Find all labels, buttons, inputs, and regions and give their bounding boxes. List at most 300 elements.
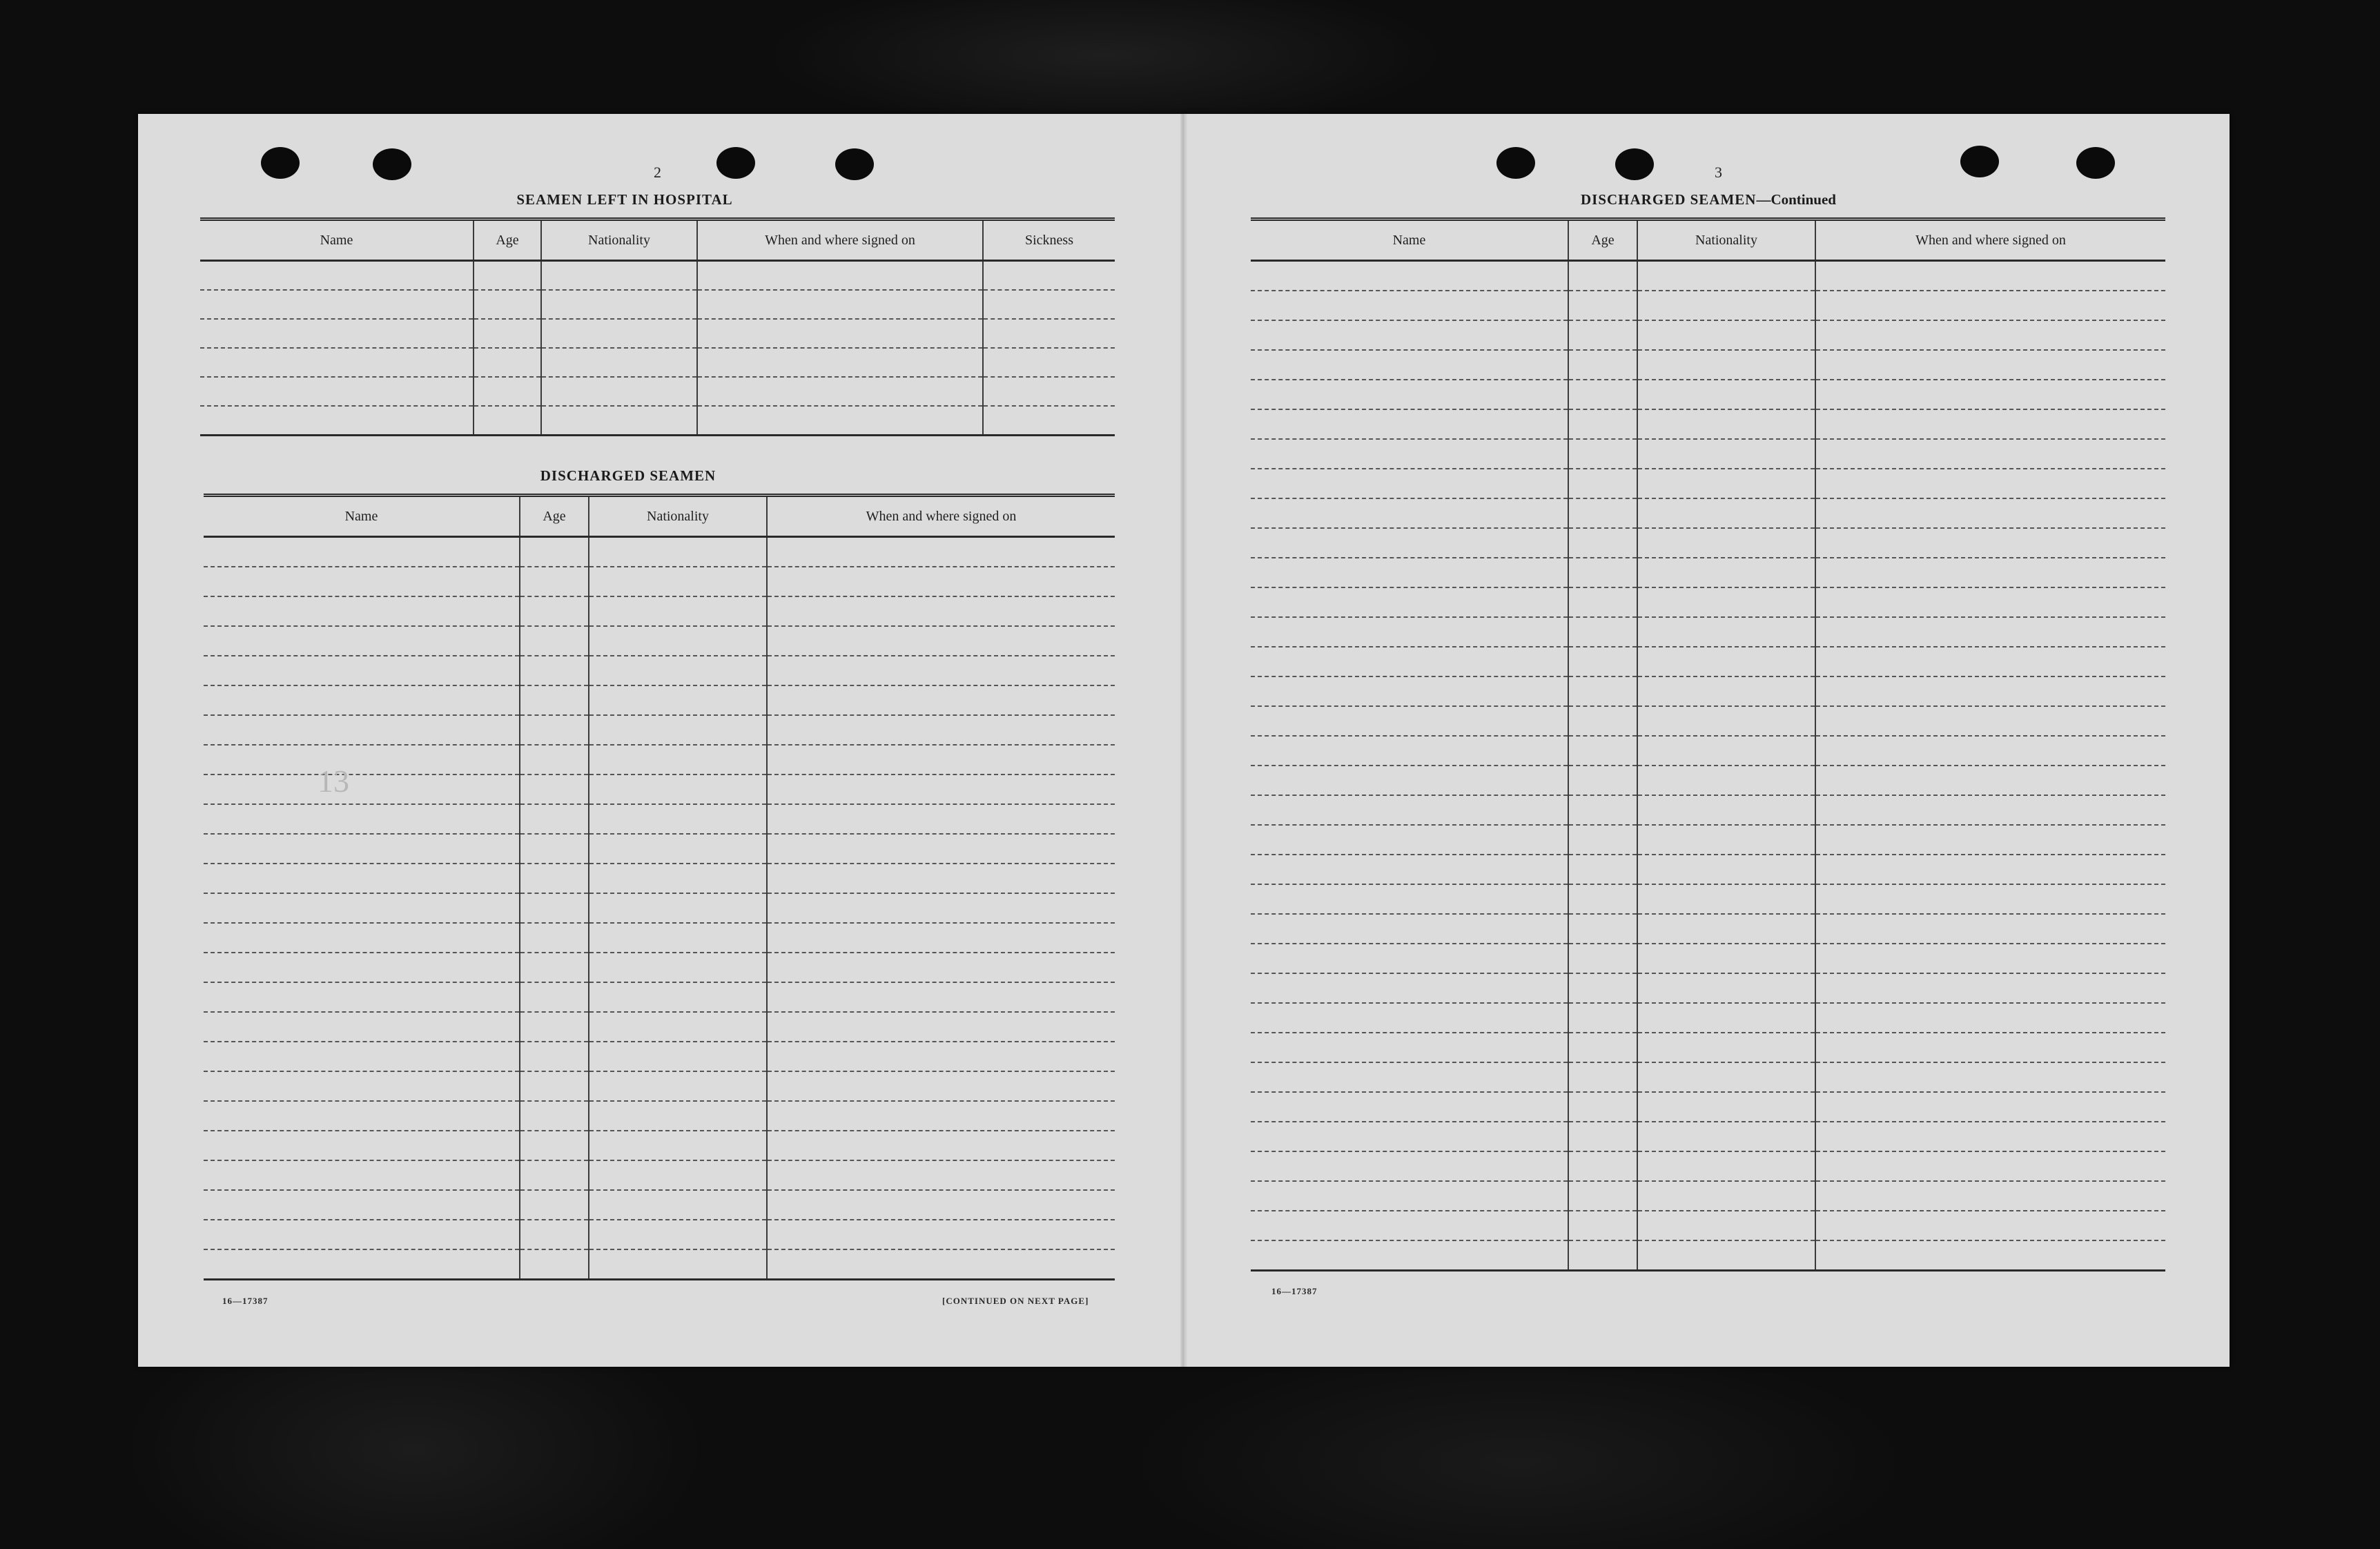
table-cell — [1251, 1033, 1568, 1062]
table-cell — [589, 1042, 767, 1071]
table-cell — [1637, 528, 1815, 558]
table-cell — [474, 406, 541, 436]
table-cell — [204, 893, 520, 923]
table-cell — [1815, 617, 2165, 647]
table-cell — [1568, 558, 1637, 587]
table-cell — [767, 1160, 1115, 1190]
table-cell — [1251, 469, 1568, 498]
table-cell — [1568, 855, 1637, 884]
table-cell — [1251, 1240, 1568, 1271]
continued-note: [CONTINUED ON NEXT PAGE] — [942, 1296, 1089, 1306]
table-row — [204, 834, 1115, 864]
table-cell — [767, 656, 1115, 685]
table-cell — [767, 626, 1115, 656]
table-cell — [1815, 558, 2165, 587]
faint-handwritten-mark: 13 — [318, 763, 349, 799]
table-cell — [589, 1249, 767, 1280]
table-cell — [589, 596, 767, 626]
discharged-continued-suffix: —Continued — [1756, 191, 1836, 208]
table-cell — [520, 834, 589, 864]
table-row — [1251, 558, 2165, 587]
table-cell — [1815, 706, 2165, 736]
table-cell — [1637, 825, 1815, 855]
table-cell — [1251, 914, 1568, 944]
punch-hole — [373, 148, 411, 180]
table-cell — [204, 1071, 520, 1101]
table-cell — [767, 982, 1115, 1012]
table-cell — [1637, 766, 1815, 795]
table-row — [1251, 320, 2165, 350]
table-cell — [204, 567, 520, 596]
punch-hole — [716, 147, 755, 179]
table-cell — [1815, 914, 2165, 944]
table-cell — [1251, 1181, 1568, 1211]
table-cell — [474, 348, 541, 377]
column-header-nationality: Nationality — [541, 220, 697, 261]
table-cell — [767, 864, 1115, 893]
table-cell — [1815, 1151, 2165, 1181]
table-cell — [589, 567, 767, 596]
table-cell — [1637, 409, 1815, 439]
table-row — [204, 1190, 1115, 1220]
table-cell — [204, 1042, 520, 1071]
table-cell — [520, 656, 589, 685]
discharged-section-title: DISCHARGED SEAMEN — [540, 467, 716, 484]
table-cell — [1637, 1122, 1815, 1151]
table-cell — [1251, 1122, 1568, 1151]
table-cell — [767, 715, 1115, 745]
table-cell — [474, 377, 541, 406]
table-row — [204, 1071, 1115, 1101]
table-row — [204, 567, 1115, 596]
column-header-nationality: Nationality — [589, 496, 767, 537]
table-cell — [1568, 944, 1637, 973]
table-cell — [1251, 736, 1568, 766]
table-cell — [204, 982, 520, 1012]
table-cell — [697, 377, 983, 406]
table-cell — [1815, 1211, 2165, 1240]
table-cell — [1637, 914, 1815, 944]
table-cell — [1568, 498, 1637, 528]
table-cell — [1815, 1181, 2165, 1211]
table-cell — [520, 596, 589, 626]
table-cell — [1637, 439, 1815, 469]
table-cell — [589, 834, 767, 864]
table-cell — [1637, 736, 1815, 766]
table-cell — [1815, 884, 2165, 914]
table-cell — [474, 319, 541, 348]
table-cell — [697, 290, 983, 319]
table-row — [204, 1249, 1115, 1280]
table-cell — [520, 1160, 589, 1190]
table-cell — [1251, 647, 1568, 676]
table-cell — [983, 319, 1115, 348]
table-cell — [1815, 587, 2165, 617]
table-cell — [1815, 855, 2165, 884]
table-cell — [767, 893, 1115, 923]
table-cell — [1568, 350, 1637, 380]
table-cell — [1815, 469, 2165, 498]
table-cell — [767, 804, 1115, 834]
table-cell — [589, 1071, 767, 1101]
table-cell — [1815, 973, 2165, 1003]
page-spine — [1180, 114, 1187, 1367]
table-cell — [983, 406, 1115, 436]
table-cell — [767, 596, 1115, 626]
table-row — [1251, 1181, 2165, 1211]
table-cell — [767, 567, 1115, 596]
table-row — [1251, 795, 2165, 825]
discharged-continued-table — [1251, 217, 2165, 1272]
table-cell — [520, 1071, 589, 1101]
table-cell — [1815, 825, 2165, 855]
table-cell — [520, 804, 589, 834]
table-cell — [204, 1220, 520, 1249]
column-header-sickness: Sickness — [983, 220, 1115, 261]
table-cell — [1637, 587, 1815, 617]
table-cell — [589, 1220, 767, 1249]
table-cell — [1637, 291, 1815, 320]
table-cell — [983, 290, 1115, 319]
table-cell — [520, 923, 589, 953]
table-cell — [1568, 380, 1637, 409]
table-row — [204, 804, 1115, 834]
table-cell — [767, 1042, 1115, 1071]
table-cell — [1568, 587, 1637, 617]
table-cell — [520, 893, 589, 923]
table-row — [204, 1042, 1115, 1071]
table-cell — [1251, 587, 1568, 617]
table-cell — [767, 685, 1115, 715]
table-cell — [1568, 320, 1637, 350]
column-header-name: Name — [200, 220, 474, 261]
table-cell — [1568, 528, 1637, 558]
table-cell — [541, 377, 697, 406]
table-cell — [1637, 380, 1815, 409]
table-cell — [1815, 1240, 2165, 1271]
table-cell — [1637, 261, 1815, 291]
table-cell — [1815, 439, 2165, 469]
table-cell — [1637, 1062, 1815, 1092]
table-cell — [589, 715, 767, 745]
table-cell — [589, 685, 767, 715]
table-cell — [767, 1249, 1115, 1280]
table-cell — [1637, 647, 1815, 676]
hospital-section-title: SEAMEN LEFT IN HOSPITAL — [516, 191, 733, 208]
table-cell — [983, 377, 1115, 406]
table-cell — [520, 715, 589, 745]
table-cell — [1251, 884, 1568, 914]
table-cell — [1815, 350, 2165, 380]
table-row — [204, 1131, 1115, 1160]
table-cell — [1637, 1181, 1815, 1211]
table-cell — [1251, 706, 1568, 736]
table-cell — [1568, 825, 1637, 855]
table-cell — [767, 834, 1115, 864]
table-row — [1251, 676, 2165, 706]
table-cell — [767, 774, 1115, 804]
table-row — [1251, 469, 2165, 498]
column-header-nationality: Nationality — [1637, 220, 1815, 261]
table-cell — [1637, 973, 1815, 1003]
table-cell — [204, 774, 520, 804]
table-cell — [1815, 944, 2165, 973]
table-cell — [1251, 1151, 1568, 1181]
table-cell — [520, 953, 589, 982]
table-cell — [200, 319, 474, 348]
table-row — [204, 1012, 1115, 1042]
table-cell — [520, 1249, 589, 1280]
table-cell — [474, 261, 541, 291]
table-row — [1251, 528, 2165, 558]
table-row — [200, 290, 1115, 319]
table-cell — [1251, 439, 1568, 469]
table-cell — [1568, 1092, 1637, 1122]
table-cell — [541, 406, 697, 436]
table-row — [1251, 1151, 2165, 1181]
hospital-header-row — [200, 220, 1115, 261]
table-cell — [589, 893, 767, 923]
table-cell — [1815, 1003, 2165, 1033]
discharged-table — [204, 494, 1115, 1280]
table-cell — [200, 261, 474, 291]
table-cell — [1815, 1092, 2165, 1122]
table-cell — [1637, 1240, 1815, 1271]
table-cell — [589, 626, 767, 656]
table-cell — [589, 1101, 767, 1131]
column-header-age: Age — [474, 220, 541, 261]
table-cell — [697, 406, 983, 436]
table-cell — [204, 537, 520, 567]
table-cell — [520, 1101, 589, 1131]
table-cell — [520, 567, 589, 596]
table-row — [200, 319, 1115, 348]
table-cell — [1568, 1003, 1637, 1033]
table-row — [200, 377, 1115, 406]
table-row — [1251, 944, 2165, 973]
table-cell — [697, 261, 983, 291]
table-cell — [200, 348, 474, 377]
table-cell — [589, 864, 767, 893]
table-cell — [1568, 617, 1637, 647]
punch-hole — [261, 147, 300, 179]
table-cell — [1251, 291, 1568, 320]
table-cell — [200, 290, 474, 319]
table-cell — [204, 923, 520, 953]
discharged-continued-title — [1249, 191, 2167, 208]
table-cell — [1251, 320, 1568, 350]
table-cell — [1637, 884, 1815, 914]
table-cell — [1568, 706, 1637, 736]
table-cell — [1251, 498, 1568, 528]
table-cell — [1815, 498, 2165, 528]
table-cell — [1815, 409, 2165, 439]
table-cell — [520, 745, 589, 774]
table-cell — [1637, 498, 1815, 528]
table-cell — [1637, 558, 1815, 587]
table-cell — [541, 319, 697, 348]
table-cell — [767, 953, 1115, 982]
table-row — [1251, 291, 2165, 320]
table-cell — [204, 596, 520, 626]
table-row — [204, 1160, 1115, 1190]
table-cell — [1815, 1033, 2165, 1062]
table-cell — [1637, 1033, 1815, 1062]
table-cell — [767, 745, 1115, 774]
table-cell — [1637, 350, 1815, 380]
table-cell — [541, 261, 697, 291]
table-row — [200, 406, 1115, 436]
table-cell — [1815, 795, 2165, 825]
table-cell — [1637, 944, 1815, 973]
table-cell — [1637, 1151, 1815, 1181]
table-cell — [1815, 766, 2165, 795]
table-cell — [204, 1160, 520, 1190]
table-cell — [1251, 825, 1568, 855]
table-cell — [589, 953, 767, 982]
table-cell — [1568, 1122, 1637, 1151]
table-row — [204, 715, 1115, 745]
table-cell — [1251, 380, 1568, 409]
table-cell — [1568, 766, 1637, 795]
table-cell — [1568, 291, 1637, 320]
table-cell — [204, 804, 520, 834]
table-row — [1251, 498, 2165, 528]
table-row — [204, 1220, 1115, 1249]
column-header-age: Age — [520, 496, 589, 537]
table-row — [1251, 825, 2165, 855]
table-row — [1251, 973, 2165, 1003]
left-form-code: 16—17387 — [222, 1296, 269, 1306]
table-cell — [1815, 736, 2165, 766]
table-cell — [520, 626, 589, 656]
table-cell — [1568, 1240, 1637, 1271]
punch-hole — [1496, 147, 1535, 179]
table-cell — [1251, 855, 1568, 884]
table-cell — [204, 685, 520, 715]
table-row — [1251, 706, 2165, 736]
table-cell — [1637, 676, 1815, 706]
table-cell — [1568, 795, 1637, 825]
table-cell — [204, 953, 520, 982]
table-row — [204, 982, 1115, 1012]
table-cell — [204, 1190, 520, 1220]
hospital-rows — [200, 261, 1115, 436]
table-row — [200, 348, 1115, 377]
table-cell — [1251, 528, 1568, 558]
table-cell — [983, 261, 1115, 291]
punch-hole — [2076, 147, 2115, 179]
table-cell — [520, 774, 589, 804]
table-cell — [204, 1012, 520, 1042]
table-cell — [1251, 766, 1568, 795]
column-header-when-and-where-signed-on: When and where signed on — [767, 496, 1115, 537]
table-row — [1251, 1033, 2165, 1062]
table-row — [1251, 439, 2165, 469]
table-cell — [204, 626, 520, 656]
table-row — [204, 953, 1115, 982]
table-cell — [1637, 617, 1815, 647]
left-page-number: 2 — [654, 164, 661, 181]
table-cell — [1637, 1211, 1815, 1240]
right-page-number: 3 — [1715, 164, 1722, 181]
continued-header-row — [1251, 220, 2165, 261]
table-cell — [1568, 261, 1637, 291]
table-cell — [1568, 439, 1637, 469]
table-cell — [474, 290, 541, 319]
table-cell — [1568, 973, 1637, 1003]
table-cell — [204, 864, 520, 893]
punch-hole — [1960, 146, 1999, 177]
table-row — [1251, 380, 2165, 409]
table-cell — [520, 1220, 589, 1249]
table-cell — [1251, 409, 1568, 439]
table-cell — [520, 864, 589, 893]
table-row — [1251, 1092, 2165, 1122]
table-row — [1251, 617, 2165, 647]
punch-hole — [835, 148, 874, 180]
table-cell — [1568, 469, 1637, 498]
column-header-when-and-where-signed-on: When and where signed on — [697, 220, 983, 261]
table-row — [1251, 350, 2165, 380]
table-cell — [1568, 914, 1637, 944]
table-row — [204, 596, 1115, 626]
table-cell — [1815, 676, 2165, 706]
table-cell — [200, 406, 474, 436]
column-header-age: Age — [1568, 220, 1637, 261]
table-row — [1251, 766, 2165, 795]
table-row — [204, 893, 1115, 923]
table-cell — [589, 1131, 767, 1160]
table-row — [1251, 855, 2165, 884]
table-cell — [200, 377, 474, 406]
table-cell — [1251, 617, 1568, 647]
table-cell — [1637, 1092, 1815, 1122]
discharged-continued-title-main: DISCHARGED SEAMEN — [1581, 191, 1757, 208]
table-row — [204, 537, 1115, 567]
table-cell — [1637, 469, 1815, 498]
table-cell — [1568, 1211, 1637, 1240]
discharged-header-row — [204, 496, 1115, 537]
table-cell — [1815, 320, 2165, 350]
column-header-when-and-where-signed-on: When and where signed on — [1815, 220, 2165, 261]
right-form-code: 16—17387 — [1271, 1286, 1318, 1296]
table-cell — [1251, 1062, 1568, 1092]
table-cell — [697, 348, 983, 377]
table-cell — [204, 1131, 520, 1160]
discharged-rows — [204, 537, 1115, 1280]
table-cell — [767, 1190, 1115, 1220]
table-cell — [1815, 528, 2165, 558]
table-cell — [1251, 795, 1568, 825]
table-cell — [1815, 1062, 2165, 1092]
table-cell — [204, 656, 520, 685]
table-cell — [767, 1071, 1115, 1101]
table-cell — [1637, 320, 1815, 350]
table-row — [1251, 647, 2165, 676]
table-cell — [589, 982, 767, 1012]
table-cell — [520, 982, 589, 1012]
table-cell — [589, 656, 767, 685]
table-cell — [1568, 736, 1637, 766]
table-cell — [520, 1131, 589, 1160]
table-cell — [204, 1249, 520, 1280]
table-cell — [1815, 380, 2165, 409]
table-row — [1251, 261, 2165, 291]
column-header-name: Name — [204, 496, 520, 537]
table-cell — [589, 1190, 767, 1220]
table-cell — [1815, 291, 2165, 320]
